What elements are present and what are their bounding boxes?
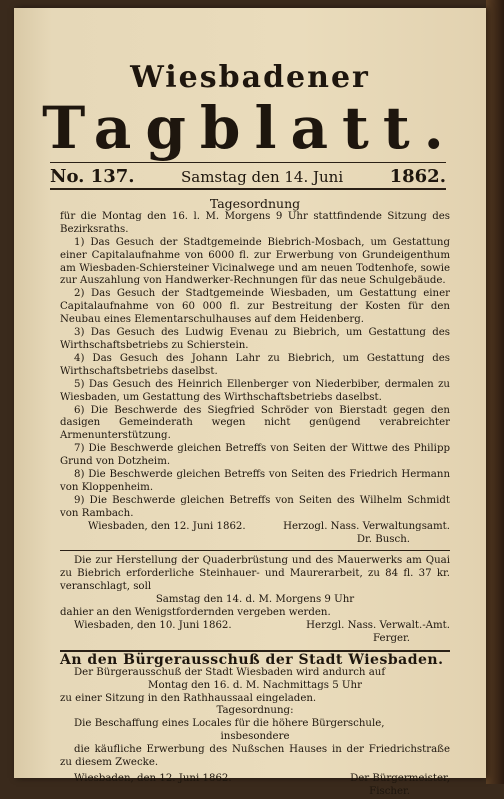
issue-number: No. 137. — [50, 166, 135, 187]
notice1-item: 2) Das Gesuch der Stadtgemeinde Wiesbaden, um Gestattung einer Capitalaufnahme von 60 000 fl. zur Bestreitung der Kosten für den Neubau eines Elementarschulhauses auf dem Heidenberg. — [60, 288, 450, 326]
notice1-authority: Herzogl. Nass. Verwaltungsamt. — [283, 520, 450, 532]
notice1-item: 8) Die Beschwerde gleichen Betreffs von Seiten des Friedrich Hermann von Kloppenheim. — [60, 469, 450, 493]
book-spine — [486, 0, 504, 784]
notice1-item: 5) Das Gesuch des Heinrich Ellenberger von Niederbiber, dermalen zu Wiesbaden, um Gestattung des Wirthschaftsbetriebs daselbst. — [60, 378, 450, 403]
notice2-signature — [60, 620, 450, 633]
notice3-subheading: Tagesordnung: — [216, 705, 294, 717]
notice2-authority: Herzgl. Nass. Verwalt.-Amt. — [306, 620, 450, 631]
dateline-rule-bottom — [50, 188, 446, 190]
notice3-authority: Der Bürgermeister, — [350, 772, 450, 784]
notice3-line1: Der Bürgerausschuß der Stadt Wiesbaden wird andurch auf — [74, 666, 386, 678]
notice2-signer: Ferger. — [373, 632, 410, 644]
issue-date: Samstag den 14. Juni — [180, 168, 344, 186]
notice1-item: 9) Die Beschwerde gleichen Betreffs von Seiten des Wilhelm Schmidt von Rambach. — [60, 494, 450, 519]
notice2-date-line: Samstag den 14. d. M. Morgens 9 Uhr — [155, 594, 355, 606]
notice1-title: Tagesordnung — [209, 196, 301, 211]
notice3-place-date: Wiesbaden, den 12. Juni 1862. — [74, 772, 232, 784]
notice1-item: 1) Das Gesuch der Stadtgemeinde Biebrich-Mosbach, um Gestattung einer Capitalaufnahme von 6000 fl. zur Erwerbung von Grundeigenthum am Wiesbaden-Schiersteiner Vicinalwege und am neuen Todtenhofe, sowie zur Auszahlung von Handwerker-Rechnungen für das neue Schulgebäude. — [60, 236, 450, 287]
notice3-signer: Fischer. — [369, 785, 410, 797]
notice2-text: Die zur Herstellung der Quaderbrüstung und des Mauerwerks am Quai zu Biebrich erforderliche Steinhauer- und Maurerarbeit, zu 84 fl. 37 kr. veranschlagt, soll — [60, 555, 450, 593]
notice1-signer: Dr. Busch. — [356, 533, 410, 545]
notice2-place-date: Wiesbaden, den 10. Juni 1862. — [74, 620, 232, 631]
notice1-item: 4) Das Gesuch des Johann Lahr zu Biebrich, um Gestattung des Wirthschaftsbetriebs daselbst. — [60, 352, 450, 377]
notice1-signature — [60, 521, 450, 534]
notice1-intro: für die Montag den 16. l. M. Morgens 9 Uhr stattfindende Sitzung des Bezirksraths. — [60, 210, 450, 235]
newspaper-page — [14, 8, 486, 797]
masthead-title: Tagblatt. — [42, 94, 458, 162]
masthead-city: Wiesbadener — [130, 60, 370, 95]
notice3-heading: An den Bürgerausschuß der Stadt Wiesbaden. — [60, 651, 444, 668]
notice1-item: 3) Das Gesuch des Ludwig Evenau zu Biebrich, um Gestattung des Wirthschaftsbetriebs zu Schierstein. — [60, 327, 450, 351]
issue-year: 1862. — [389, 166, 446, 187]
notice3-signature — [60, 773, 450, 786]
divider — [60, 550, 450, 551]
notice3-line3: zu einer Sitzung in den Rathhaussaal eingeladen. — [60, 692, 317, 704]
notice3-line2: Montag den 16. d. M. Nachmittags 5 Uhr — [148, 679, 362, 691]
dateline — [50, 166, 446, 187]
notice3-agenda2: insbesondere — [220, 731, 290, 743]
notice1-item: 7) Die Beschwerde gleichen Betreffs von Seiten der Wittwe des Philipp Grund von Dotzheim. — [60, 443, 450, 468]
notice3-agenda1: Die Beschaffung eines Locales für die höhere Bürgerschule, — [74, 718, 385, 730]
notice2-text2: dahier an den Wenigstfordernden vergeben werden. — [60, 607, 331, 619]
page-body — [60, 198, 450, 799]
notice1-item: 6) Die Beschwerde des Siegfried Schröder von Bierstadt gegen den dasigen Gemeinderath wegen nicht genügend verabreichter Armenunterstützung. — [60, 404, 450, 442]
dateline-rule-top — [50, 162, 446, 163]
notice1-place-date: Wiesbaden, den 12. Juni 1862. — [88, 520, 246, 532]
notice3-agenda3: die käufliche Erwerbung des Nußschen Hauses in der Friedrichstraße zu diesem Zwecke. — [60, 744, 450, 769]
